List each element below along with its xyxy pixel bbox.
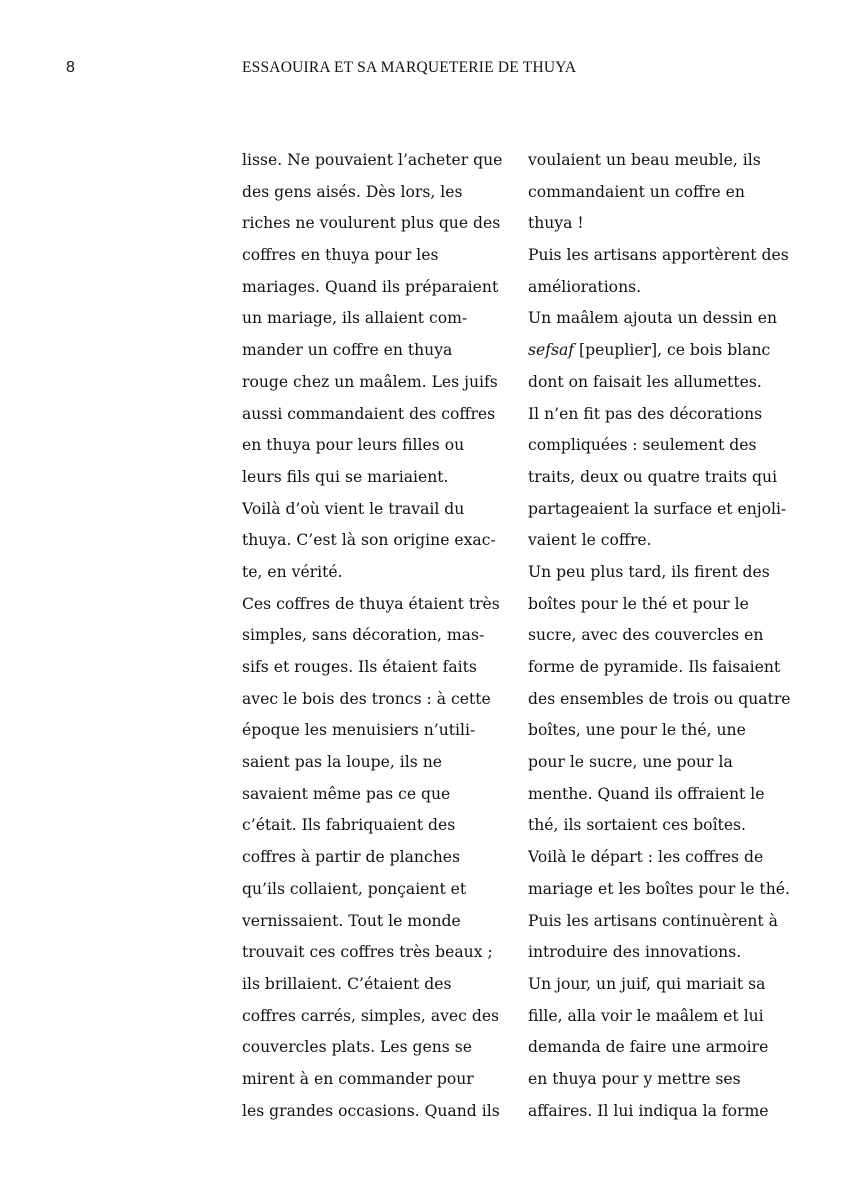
text-line: lisse. Ne pouvaient l’acheter que xyxy=(242,151,503,169)
text-line: avec le bois des troncs : à cette xyxy=(242,689,491,708)
text-line: Voilà d’où vient le travail du xyxy=(242,499,465,518)
text-line: boîtes pour le thé et pour le xyxy=(528,594,749,613)
text-line: des ensembles de trois ou quatre xyxy=(528,689,791,708)
text-line: sucre, avec des couvercles en xyxy=(528,626,764,645)
text-line: commandaient un coffre en xyxy=(528,182,745,201)
text-line: riches ne voulurent plus que des xyxy=(242,214,501,233)
text-line: fille, alla voir le maâlem et lui xyxy=(528,1006,764,1025)
text-line: compliquées : seulement des xyxy=(528,436,757,455)
text-line: Un peu plus tard, ils firent des xyxy=(528,562,770,581)
text-line: mander un coffre en thuya xyxy=(242,341,453,360)
text-line: sifs et rouges. Ils étaient faits xyxy=(242,658,477,676)
text-line: traits, deux ou quatre traits qui xyxy=(528,467,778,486)
text-line: en thuya pour y mettre ses xyxy=(528,1069,741,1088)
text-line: menthe. Quand ils offraient le xyxy=(528,784,765,803)
text-line: vernissaient. Tout le monde xyxy=(242,911,461,930)
text-line: coffres à partir de planches xyxy=(242,848,460,867)
text-line: Puis les artisans continuèrent à xyxy=(528,911,778,930)
text-line: les grandes occasions. Quand ils xyxy=(242,1101,500,1120)
text-line: simples, sans décoration, mas- xyxy=(242,626,485,645)
text-line: boîtes, une pour le thé, une xyxy=(528,721,746,740)
text-line: forme de pyramide. Ils faisaient xyxy=(528,658,781,676)
text-line: coffres en thuya pour les xyxy=(242,246,439,265)
text-line: savaient même pas ce que xyxy=(242,784,451,803)
text-line: Il n’en fit pas des décorations xyxy=(528,404,763,423)
text-line: vaient le coffre. xyxy=(528,531,652,550)
text-line: qu’ils collaient, ponçaient et xyxy=(242,879,467,898)
text-line: Ces coffres de thuya étaient très xyxy=(242,594,500,613)
text-line: Puis les artisans apportèrent des xyxy=(528,246,789,265)
text-line: c’était. Ils fabriquaient des xyxy=(242,816,456,835)
running-title: ESSAOUIRA ET SA MARQUETERIE DE THUYA xyxy=(242,59,577,76)
text-line: thuya. C’est là son origine exac- xyxy=(242,531,496,550)
text-column-left xyxy=(242,145,514,1127)
text-line: mirent à en commander pour xyxy=(242,1069,474,1088)
text-line: pour le sucre, une pour la xyxy=(528,753,733,772)
text-line: te, en vérité. xyxy=(242,562,343,581)
italic-term: sefsaf xyxy=(528,341,575,360)
text-line: un mariage, ils allaient com- xyxy=(242,309,468,328)
text-line: Un jour, un juif, qui mariait sa xyxy=(528,974,766,993)
text-line: époque les menuisiers n’utili- xyxy=(242,721,476,740)
text-line: rouge chez un maâlem. Les juifs xyxy=(242,372,498,391)
text-line: ils brillaient. C’étaient des xyxy=(242,974,452,993)
text-column-right xyxy=(528,145,800,1127)
text-line: en thuya pour leurs filles ou xyxy=(242,436,465,455)
text-line: couvercles plats. Les gens se xyxy=(242,1038,473,1057)
page-number: 8 xyxy=(66,59,75,76)
text-line: thé, ils sortaient ces boîtes. xyxy=(528,816,747,835)
text-run: [peuplier], ce bois blanc xyxy=(574,341,771,360)
text-line: coffres carrés, simples, avec des xyxy=(242,1006,500,1025)
text-line xyxy=(528,335,800,367)
text-line: mariages. Quand ils préparaient xyxy=(242,277,499,296)
text-line: Un maâlem ajouta un dessin en xyxy=(528,309,778,328)
text-line: affaires. Il lui indiqua la forme xyxy=(528,1101,769,1120)
text-line: partageaient la surface et enjoli- xyxy=(528,499,787,518)
text-line: introduire des innovations. xyxy=(528,943,742,962)
text-line: dont on faisait les allumettes. xyxy=(528,372,762,391)
text-line: améliorations. xyxy=(528,277,642,296)
text-line: thuya ! xyxy=(528,214,584,233)
text-line: mariage et les boîtes pour le thé. xyxy=(528,879,790,898)
text-line: leurs fils qui se mariaient. xyxy=(242,467,449,486)
text-line: des gens aisés. Dès lors, les xyxy=(242,182,463,201)
text-line: demanda de faire une armoire xyxy=(528,1038,769,1057)
text-line: aussi commandaient des coffres xyxy=(242,404,496,423)
text-line: Voilà le départ : les coffres de xyxy=(528,848,764,867)
text-line: voulaient un beau meuble, ils xyxy=(528,151,761,169)
text-line: saient pas la loupe, ils ne xyxy=(242,753,443,772)
text-line: trouvait ces coffres très beaux ; xyxy=(242,943,493,962)
